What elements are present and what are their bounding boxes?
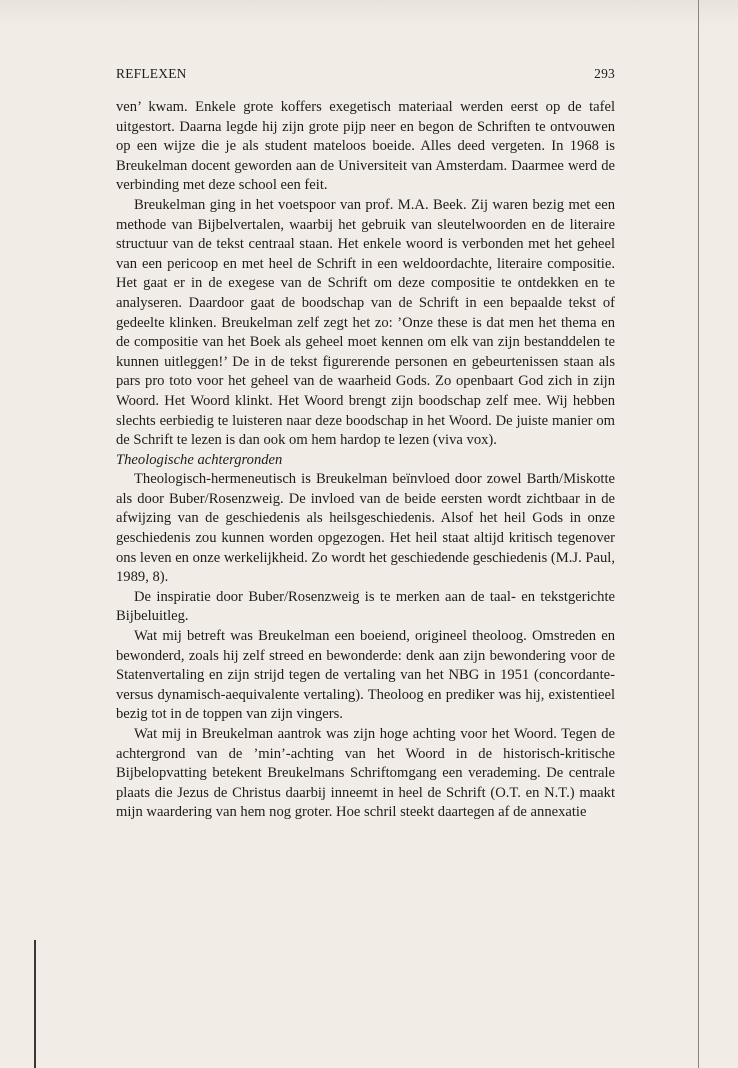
paragraph-3: Theologisch-hermeneutisch is Breukelman beïnvloed door zowel Barth/Miskotte als door Buber/Rosenzweig. De invloed van de beide eersten wordt zichtbaar in de afwijzing van de geschiedenis als heilsgeschiedenis. Alsof het heil Gods in onze geschiedenis zou kunnen worden opgezogen. Het heil staat altijd kritisch tegenover ons leven en onze werkelijkheid. Zo wordt het geschiedende geschiedenis (M.J. Paul, 1989, 8). [116,471,615,586]
page-number: 293 [594,66,615,81]
page-left-edge-mark [34,940,36,1068]
page-right-edge [698,0,699,1068]
paragraph-5: Wat mij betreft was Breukelman een boeiend, origineel theoloog. Omstreden en bewonderd, zoals hij zelf streed en bewonderde: denk aan zijn bewondering voor de Statenvertaling en zijn strijd tegen de vertaling van het NBG in 1951 (concordante- versus dynamisch-aequivalente vertaling). Theoloog en prediker was hij, existentieel bezig tot in de toppen van zijn vingers. [116,628,615,723]
paragraph-4: De inspiratie door Buber/Rosenzweig is te merken aan de taal- en tekstgerichte Bijbeluitleg. [116,588,615,625]
body-text [116,98,615,823]
page-top-shadow [0,0,738,26]
running-header [116,66,615,86]
paragraph-1: ven’ kwam. Enkele grote koffers exegetisch materiaal werden eerst op de tafel uitgestort. Daarna legde hij zijn grote pijp neer en begon de Schriften te ontvouwen op een wijze die je als student mateloos boeide. Alles deed vergeten. In 1968 is Breukelman docent geworden aan de Universiteit van Amsterdam. Daarmee werd de verbinding met deze school een feit. [116,99,615,194]
section-heading: Theologische achtergronden [116,451,283,468]
paragraph-6: Wat mij in Breukelman aantrok was zijn hoge achting voor het Woord. Tegen de achtergrond van de ’min’-achting van het Woord in de historisch-kritische Bijbelopvatting betekent Breukelmans Schriftomgang een verademing. De centrale plaats die Jezus de Christus daarbij inneemt in heel de Schrift (O.T. en N.T.) maakt mijn waardering van hem nog groter. Hoe schril steekt daartegen af de annexatie [116,726,615,821]
paragraph-2: Breukelman ging in het voetspoor van prof. M.A. Beek. Zij waren bezig met een methode van Bijbelvertalen, waarbij het gebruik van sleutelwoorden en de literaire structuur van de tekst centraal staan. Het enkele woord is verbonden met het geheel van een pericoop en met heel de Schrift in een weldoordachte, literaire compositie. Het gaat er in de exegese van de Schrift om deze compositie te ontdekken en te analyseren. Daardoor gaat de boodschap van de Schrift in een bepaalde tekst of gedeelte klinken. Breukelman zelf zegt het zo: ’Onze these is dat men het thema en de compositie van het Boek als geheel moet kennen om elk van zijn bestanddelen te kunnen uitleggen!’ De in de tekst figurerende personen en gebeurtenissen staan als pars pro toto voor het geheel van de waarheid Gods. Zo openbaart God zich in zijn Woord. Het Woord klinkt. Het Woord brengt zijn boodschap zelf mee. Wij hebben slechts eerbiedig te luisteren naar deze boodschap in het Woord. De juiste manier om de Schrift te lezen is dan ook om hem hardop te lezen (viva vox). [116,196,615,449]
running-header-title: REFLEXEN [116,66,187,81]
